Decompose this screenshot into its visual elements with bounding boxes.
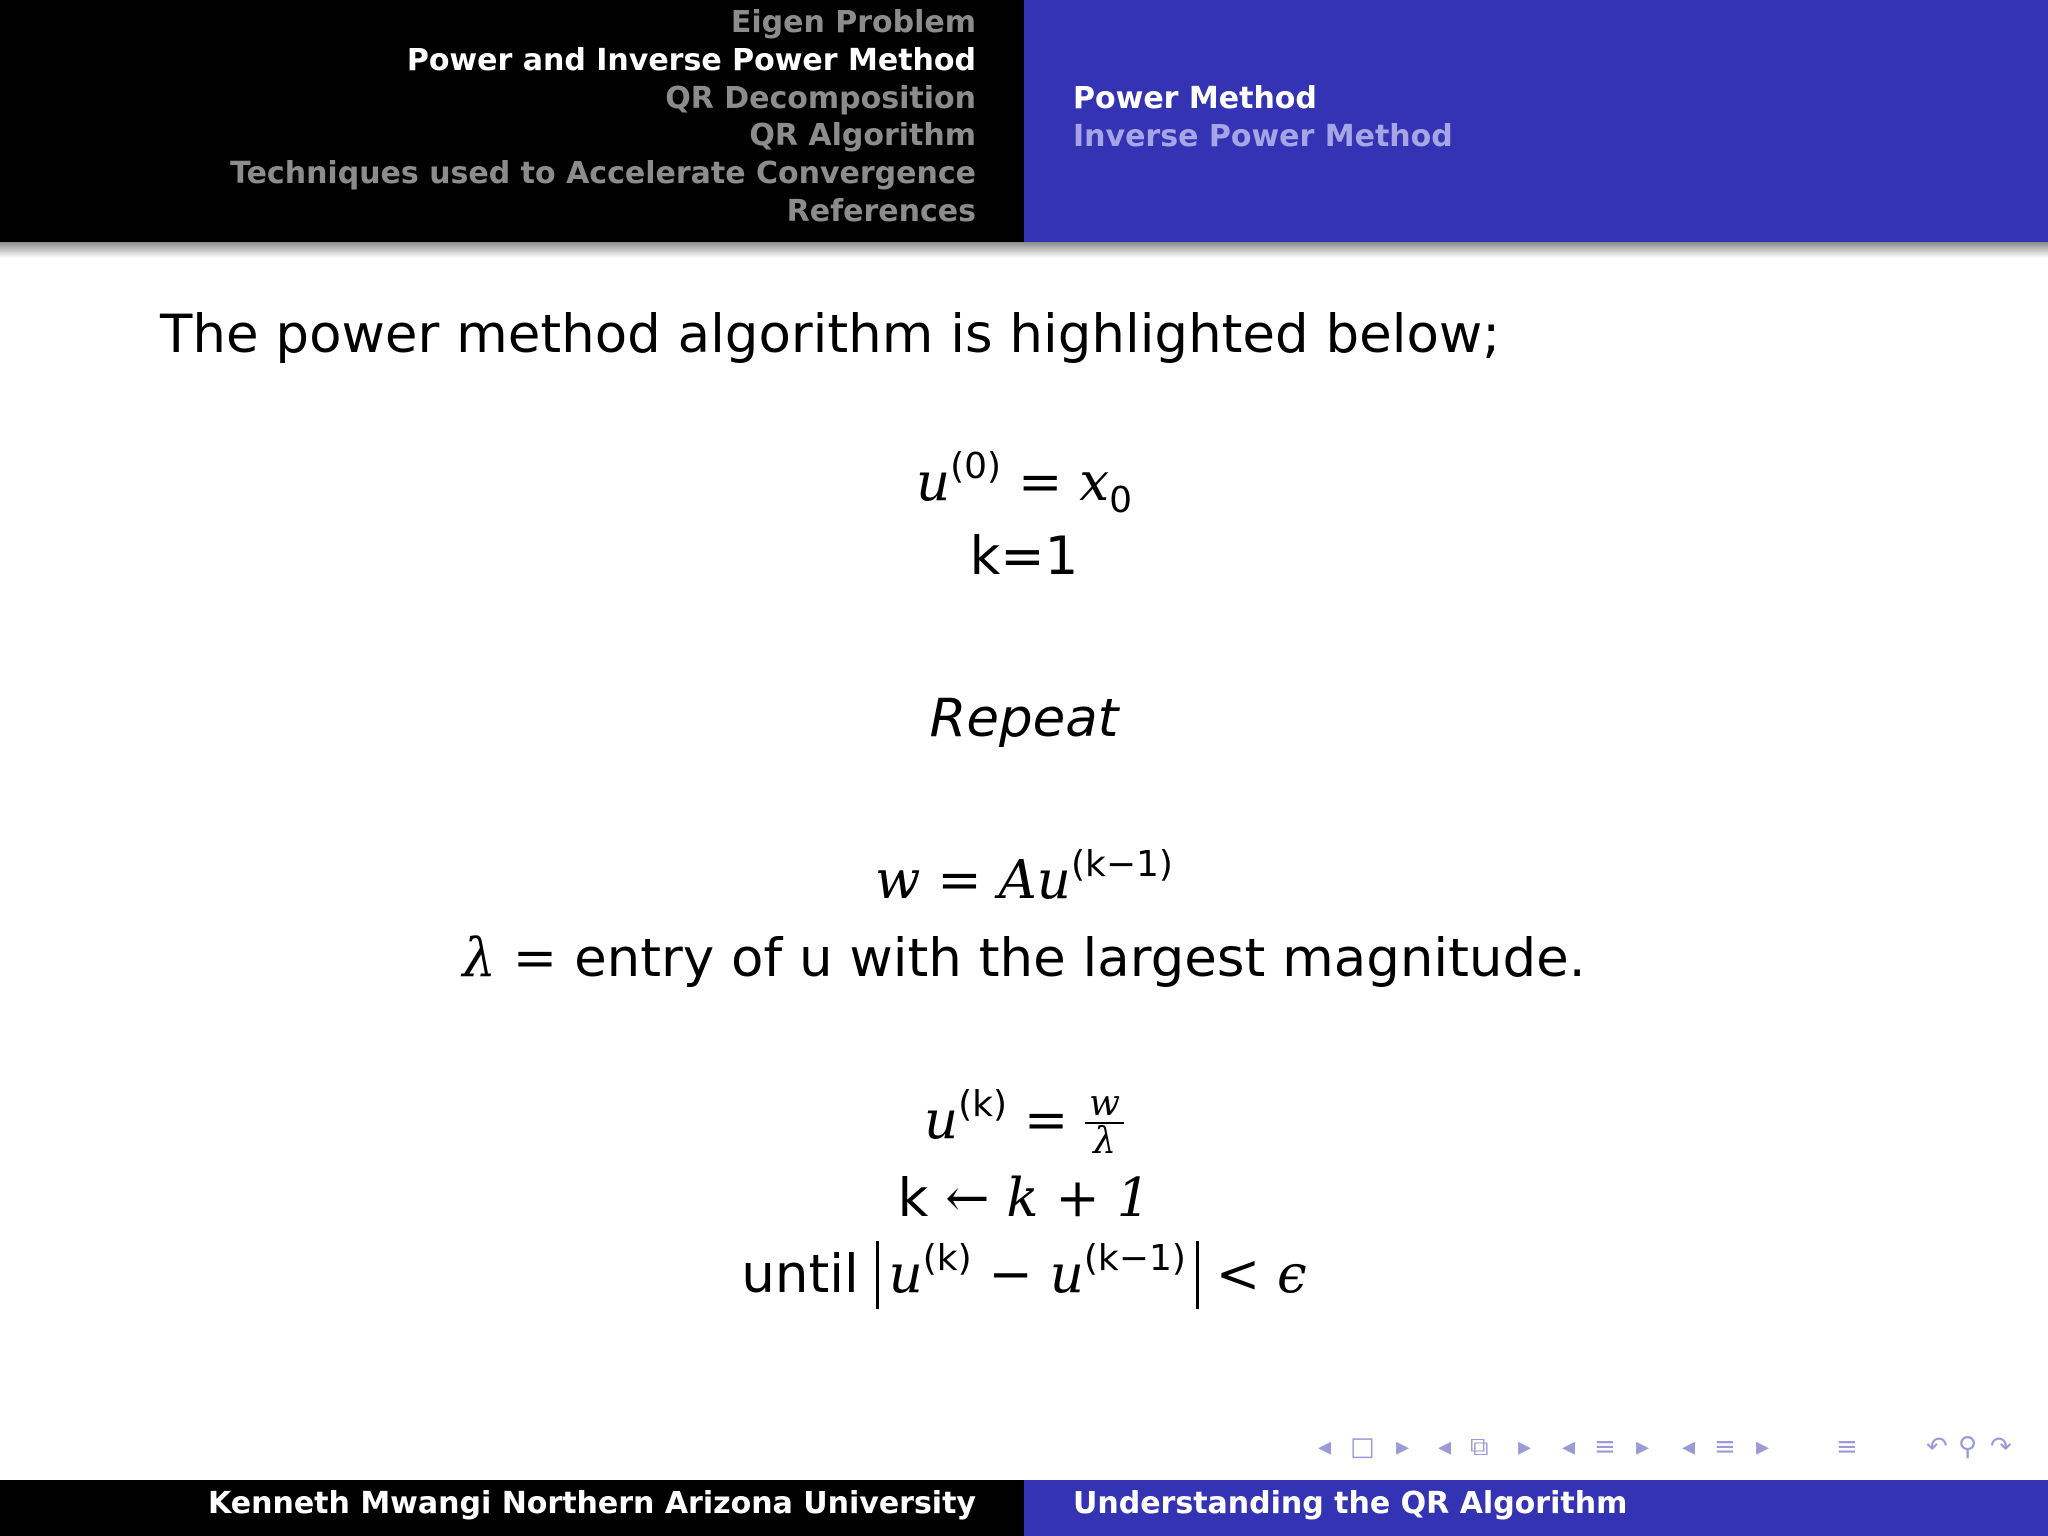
- header-shadow: [0, 242, 2048, 258]
- superscript: (k): [922, 1238, 972, 1279]
- section-link-acceleration-techniques[interactable]: Techniques used to Accelerate Convergence: [230, 156, 976, 192]
- left-arrow: ←: [928, 1168, 1007, 1229]
- nav-back-icon[interactable]: ↶: [1926, 1432, 1948, 1462]
- beamer-navigation-bar: [1310, 1432, 2030, 1468]
- nav-slide-icon[interactable]: □: [1350, 1432, 1375, 1462]
- fraction: [1085, 1083, 1124, 1163]
- u-var: u: [915, 452, 951, 513]
- until-word: until: [741, 1244, 876, 1305]
- fraction-numerator: w: [1085, 1086, 1124, 1124]
- superscript: (k−1): [1083, 1238, 1186, 1279]
- nav-next-slide-icon[interactable]: ▸: [1396, 1432, 1410, 1462]
- lambda-step: [0, 924, 2048, 994]
- footer-title: Understanding the QR Algorithm: [1073, 1486, 1628, 1521]
- nav-prev-frame-icon[interactable]: ◂: [1438, 1432, 1452, 1462]
- nav-frame-icon[interactable]: ⧉: [1470, 1432, 1489, 1462]
- nav-prev-slide-icon[interactable]: ◂: [1318, 1432, 1332, 1462]
- section-link-qr-decomposition[interactable]: QR Decomposition: [665, 80, 976, 116]
- section-link-references[interactable]: References: [786, 193, 976, 229]
- lambda-description: entry of u with the largest magnitude.: [574, 928, 1586, 989]
- section-navigation: [230, 4, 976, 231]
- subsection-link-power-method[interactable]: Power Method: [1073, 81, 1317, 116]
- u-var: u: [1049, 1244, 1084, 1305]
- superscript: (0): [950, 446, 1002, 487]
- nav-subsection-icon[interactable]: ≡: [1594, 1432, 1616, 1462]
- a-var: A: [998, 850, 1037, 911]
- equals-sign: =: [495, 928, 575, 989]
- footer-author: Kenneth Mwangi Northern Arizona University: [208, 1486, 976, 1521]
- subscript: 0: [1109, 480, 1133, 521]
- minus-sign: −: [971, 1244, 1050, 1305]
- k-init: k=1: [969, 526, 1079, 587]
- w-var: w: [875, 850, 921, 911]
- nav-next-frame-icon[interactable]: ▸: [1518, 1432, 1532, 1462]
- init-equation: [0, 446, 2048, 521]
- until-condition: [0, 1240, 2048, 1310]
- nav-next-section-icon[interactable]: ▸: [1756, 1432, 1770, 1462]
- nav-section-icon[interactable]: ≡: [1714, 1432, 1736, 1462]
- lambda-symbol: λ: [462, 928, 496, 989]
- equals-sign: =: [1007, 1090, 1086, 1151]
- nav-prev-section-icon[interactable]: ◂: [1682, 1432, 1696, 1462]
- u-var: u: [923, 1090, 959, 1151]
- section-link-power-inverse-power[interactable]: Power and Inverse Power Method: [406, 42, 976, 78]
- nav-prev-subsection-icon[interactable]: ◂: [1562, 1432, 1576, 1462]
- w-step-equation: [0, 846, 2048, 916]
- fraction-denominator: λ: [1093, 1121, 1116, 1163]
- absolute-value: [876, 1238, 1199, 1309]
- k-label: k: [897, 1168, 929, 1229]
- equals-sign: =: [1001, 452, 1080, 513]
- equals-sign: =: [920, 850, 999, 911]
- nav-next-subsection-icon[interactable]: ▸: [1636, 1432, 1650, 1462]
- increment-step: [0, 1164, 2048, 1234]
- u-var: u: [888, 1244, 923, 1305]
- repeat-label: Repeat: [929, 688, 1119, 749]
- k-plus-one: k + 1: [1006, 1168, 1151, 1229]
- superscript: (k): [958, 1084, 1008, 1125]
- x-var: x: [1079, 452, 1110, 513]
- update-equation: [0, 1083, 2048, 1163]
- u-var: u: [1036, 850, 1071, 911]
- slide-intro-text: The power method algorithm is highlighted below;: [160, 304, 1501, 365]
- nav-search-icon[interactable]: ⚲: [1958, 1432, 1978, 1462]
- section-link-eigen-problem[interactable]: Eigen Problem: [730, 5, 976, 40]
- less-than: <: [1198, 1244, 1278, 1305]
- subsection-link-inverse-power-method[interactable]: Inverse Power Method: [1073, 118, 1453, 154]
- nav-forward-icon[interactable]: ↷: [1990, 1432, 2012, 1462]
- epsilon-symbol: ϵ: [1277, 1244, 1307, 1305]
- nav-document-icon[interactable]: ≡: [1836, 1432, 1858, 1462]
- subsection-navigation: [1073, 80, 1453, 156]
- section-link-qr-algorithm[interactable]: QR Algorithm: [749, 118, 976, 154]
- superscript: (k−1): [1070, 844, 1173, 885]
